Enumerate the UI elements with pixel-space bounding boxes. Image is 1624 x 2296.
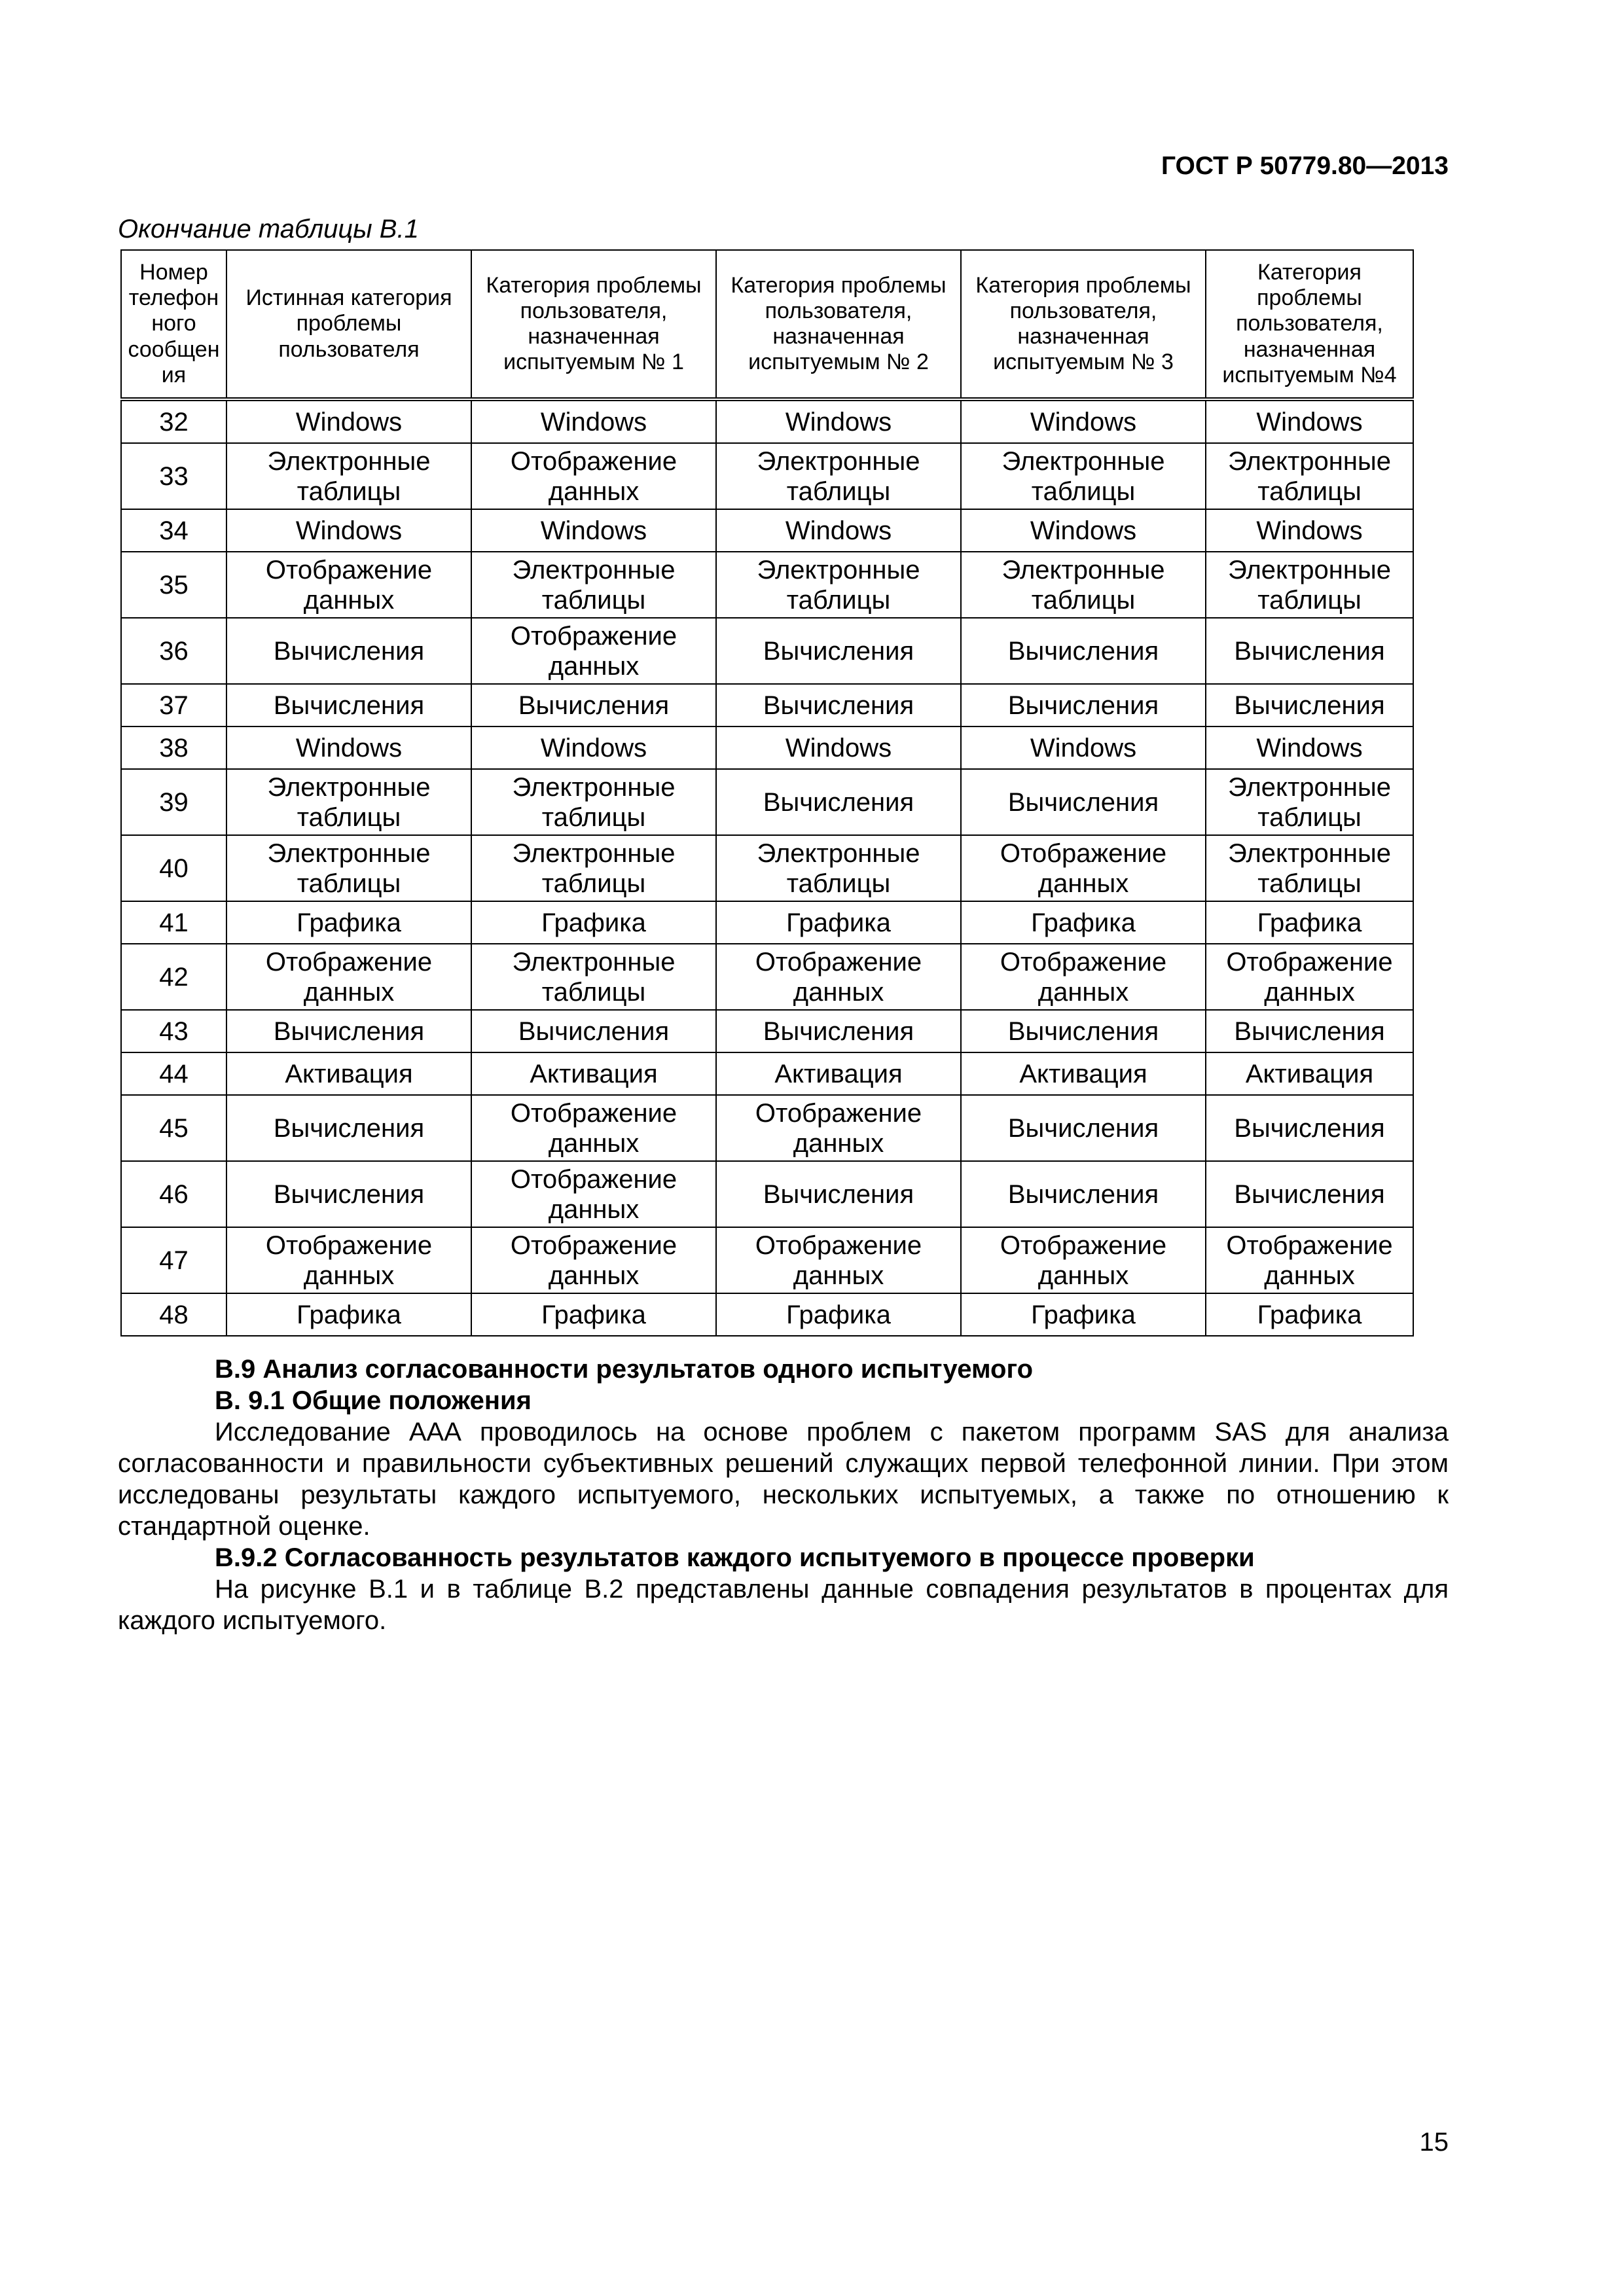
table-cell: Вычисления bbox=[226, 1095, 471, 1161]
table-cell: 38 bbox=[121, 726, 226, 769]
category-table bbox=[120, 249, 1414, 1336]
column-header: Номер телефон ного сообщен ия bbox=[121, 250, 226, 399]
table-cell: 44 bbox=[121, 1052, 226, 1095]
table-cell: Вычисления bbox=[716, 1010, 961, 1052]
table-cell: Вычисления bbox=[961, 618, 1206, 684]
table-cell: Графика bbox=[961, 1293, 1206, 1336]
table-cell: Вычисления bbox=[716, 618, 961, 684]
table-cell: Электронные таблицы bbox=[471, 835, 716, 901]
table-cell: Windows bbox=[716, 399, 961, 443]
section-heading: В.9 Анализ согласованности результатов одного испытуемого bbox=[215, 1355, 1034, 1384]
table-cell: Вычисления bbox=[226, 684, 471, 726]
table-cell: Вычисления bbox=[1206, 684, 1413, 726]
table-row bbox=[121, 901, 1413, 944]
table-cell: Активация bbox=[961, 1052, 1206, 1095]
table-cell: Windows bbox=[471, 509, 716, 552]
table-cell: Windows bbox=[471, 726, 716, 769]
table-cell: Вычисления bbox=[961, 769, 1206, 835]
table-cell: Вычисления bbox=[716, 684, 961, 726]
table-row bbox=[121, 1052, 1413, 1095]
column-header: Категория проблемы пользователя, назначенная испытуемым № 3 bbox=[961, 250, 1206, 399]
table-cell: Вычисления bbox=[471, 1010, 716, 1052]
table-row bbox=[121, 1227, 1413, 1293]
table-cell: Отображение данных bbox=[226, 552, 471, 618]
table-cell: Электронные таблицы bbox=[226, 443, 471, 509]
table-cell: Электронные таблицы bbox=[716, 443, 961, 509]
table-cell: Отображение данных bbox=[471, 618, 716, 684]
table-cell: Отображение данных bbox=[716, 944, 961, 1010]
table-cell: Отображение данных bbox=[716, 1095, 961, 1161]
table-cell: Графика bbox=[716, 901, 961, 944]
column-header: Истинная категория проблемы пользователя bbox=[226, 250, 471, 399]
paragraph: На рисунке В.1 и в таблице В.2 представлены данные совпадения результатов в процентах для каждого испытуемого. bbox=[118, 1575, 1449, 1635]
table-row bbox=[121, 509, 1413, 552]
table-cell: 46 bbox=[121, 1161, 226, 1227]
table-cell: Электронные таблицы bbox=[1206, 769, 1413, 835]
table-cell: Вычисления bbox=[961, 1161, 1206, 1227]
subsection-heading: В.9.2 Согласованность результатов каждого испытуемого в процессе проверки bbox=[215, 1543, 1255, 1572]
table-cell: Отображение данных bbox=[471, 1095, 716, 1161]
table-cell: Вычисления bbox=[961, 1010, 1206, 1052]
table-cell: Вычисления bbox=[1206, 1095, 1413, 1161]
table-cell: Отображение данных bbox=[471, 443, 716, 509]
page-number: 15 bbox=[1419, 2128, 1449, 2157]
table-cell: Вычисления bbox=[226, 1010, 471, 1052]
table-cell: Вычисления bbox=[226, 1161, 471, 1227]
table-cell: Отображение данных bbox=[226, 1227, 471, 1293]
column-header: Категория проблемы пользователя, назначенная испытуемым № 2 bbox=[716, 250, 961, 399]
table-row bbox=[121, 835, 1413, 901]
table-row bbox=[121, 684, 1413, 726]
table-cell: Windows bbox=[961, 399, 1206, 443]
table-cell: 45 bbox=[121, 1095, 226, 1161]
table-cell: Windows bbox=[226, 726, 471, 769]
table-cell: Электронные таблицы bbox=[716, 835, 961, 901]
table-cell: 48 bbox=[121, 1293, 226, 1336]
table-cell: Электронные таблицы bbox=[1206, 443, 1413, 509]
table-cell: Электронные таблицы bbox=[1206, 552, 1413, 618]
section-b9 bbox=[118, 1354, 1449, 1636]
table-row bbox=[121, 726, 1413, 769]
table-cell: Вычисления bbox=[716, 769, 961, 835]
table-cell: Windows bbox=[961, 509, 1206, 552]
table-cell: 47 bbox=[121, 1227, 226, 1293]
table-cell: Windows bbox=[1206, 726, 1413, 769]
table-cell: 35 bbox=[121, 552, 226, 618]
table-cell: Вычисления bbox=[1206, 1161, 1413, 1227]
table-cell: Вычисления bbox=[961, 684, 1206, 726]
table-cell: Windows bbox=[226, 399, 471, 443]
table-cell: Графика bbox=[226, 1293, 471, 1336]
table-cell: Вычисления bbox=[961, 1095, 1206, 1161]
table-row bbox=[121, 769, 1413, 835]
table-cell: Отображение данных bbox=[226, 944, 471, 1010]
table-cell: Активация bbox=[471, 1052, 716, 1095]
subsection-heading: В. 9.1 Общие положения bbox=[215, 1386, 532, 1415]
table-row bbox=[121, 552, 1413, 618]
table-cell: 40 bbox=[121, 835, 226, 901]
table-cell: Windows bbox=[471, 399, 716, 443]
table-cell: 41 bbox=[121, 901, 226, 944]
table-cell: Электронные таблицы bbox=[1206, 835, 1413, 901]
table-caption: Окончание таблицы В.1 bbox=[118, 215, 419, 243]
table-cell: Вычисления bbox=[1206, 618, 1413, 684]
table-cell: Отображение данных bbox=[961, 835, 1206, 901]
table-row bbox=[121, 944, 1413, 1010]
table-row bbox=[121, 443, 1413, 509]
table-row bbox=[121, 1293, 1413, 1336]
table-header-row bbox=[121, 250, 1413, 399]
table-cell: 36 bbox=[121, 618, 226, 684]
table-cell: Активация bbox=[226, 1052, 471, 1095]
table-cell: Графика bbox=[226, 901, 471, 944]
table-cell: Графика bbox=[1206, 901, 1413, 944]
table-cell: Windows bbox=[1206, 399, 1413, 443]
column-header: Категория проблемы пользователя, назначенная испытуемым № 1 bbox=[471, 250, 716, 399]
table-cell: 43 bbox=[121, 1010, 226, 1052]
table-cell: Windows bbox=[716, 726, 961, 769]
table-cell: Вычисления bbox=[226, 618, 471, 684]
table-cell: Электронные таблицы bbox=[226, 769, 471, 835]
table-row bbox=[121, 1010, 1413, 1052]
document-code: ГОСТ Р 50779.80—2013 bbox=[1161, 152, 1449, 180]
table-cell: Windows bbox=[961, 726, 1206, 769]
table-cell: Отображение данных bbox=[471, 1227, 716, 1293]
table-cell: Электронные таблицы bbox=[471, 769, 716, 835]
table-cell: 39 bbox=[121, 769, 226, 835]
table-cell: Активация bbox=[1206, 1052, 1413, 1095]
table-cell: 34 bbox=[121, 509, 226, 552]
table-cell: Отображение данных bbox=[1206, 1227, 1413, 1293]
paragraph: Исследование ААА проводилось на основе проблем с пакетом программ SAS для анализа согласованности и правильности субъективных решений служащих первой телефонной линии. При этом исследованы результаты каждого испытуемого, нескольких испытуемых, а также по отношению к стандартной оценке. bbox=[118, 1418, 1449, 1541]
table-cell: Графика bbox=[1206, 1293, 1413, 1336]
table-cell: Электронные таблицы bbox=[961, 443, 1206, 509]
table-cell: Графика bbox=[716, 1293, 961, 1336]
table-cell: Графика bbox=[961, 901, 1206, 944]
table-cell: Электронные таблицы bbox=[471, 552, 716, 618]
table-cell: Windows bbox=[226, 509, 471, 552]
table-row bbox=[121, 618, 1413, 684]
table-cell: Электронные таблицы bbox=[716, 552, 961, 618]
table-cell: Вычисления bbox=[471, 684, 716, 726]
column-header: Категория проблемы пользователя, назначенная испытуемым №4 bbox=[1206, 250, 1413, 399]
table-cell: Электронные таблицы bbox=[471, 944, 716, 1010]
table-cell: Windows bbox=[1206, 509, 1413, 552]
table-cell: 33 bbox=[121, 443, 226, 509]
table-cell: Графика bbox=[471, 1293, 716, 1336]
table-cell: Вычисления bbox=[716, 1161, 961, 1227]
table-cell: Отображение данных bbox=[716, 1227, 961, 1293]
table-cell: 42 bbox=[121, 944, 226, 1010]
table-cell: Электронные таблицы bbox=[961, 552, 1206, 618]
table-cell: Графика bbox=[471, 901, 716, 944]
table-cell: Отображение данных bbox=[961, 1227, 1206, 1293]
table-cell: Вычисления bbox=[1206, 1010, 1413, 1052]
table-cell: Электронные таблицы bbox=[226, 835, 471, 901]
table-row bbox=[121, 1161, 1413, 1227]
table-cell: Windows bbox=[716, 509, 961, 552]
table-row bbox=[121, 1095, 1413, 1161]
table-cell: Отображение данных bbox=[961, 944, 1206, 1010]
table-row bbox=[121, 399, 1413, 443]
table-cell: 32 bbox=[121, 399, 226, 443]
table-cell: Отображение данных bbox=[471, 1161, 716, 1227]
table-cell: Отображение данных bbox=[1206, 944, 1413, 1010]
table-cell: 37 bbox=[121, 684, 226, 726]
table-cell: Активация bbox=[716, 1052, 961, 1095]
